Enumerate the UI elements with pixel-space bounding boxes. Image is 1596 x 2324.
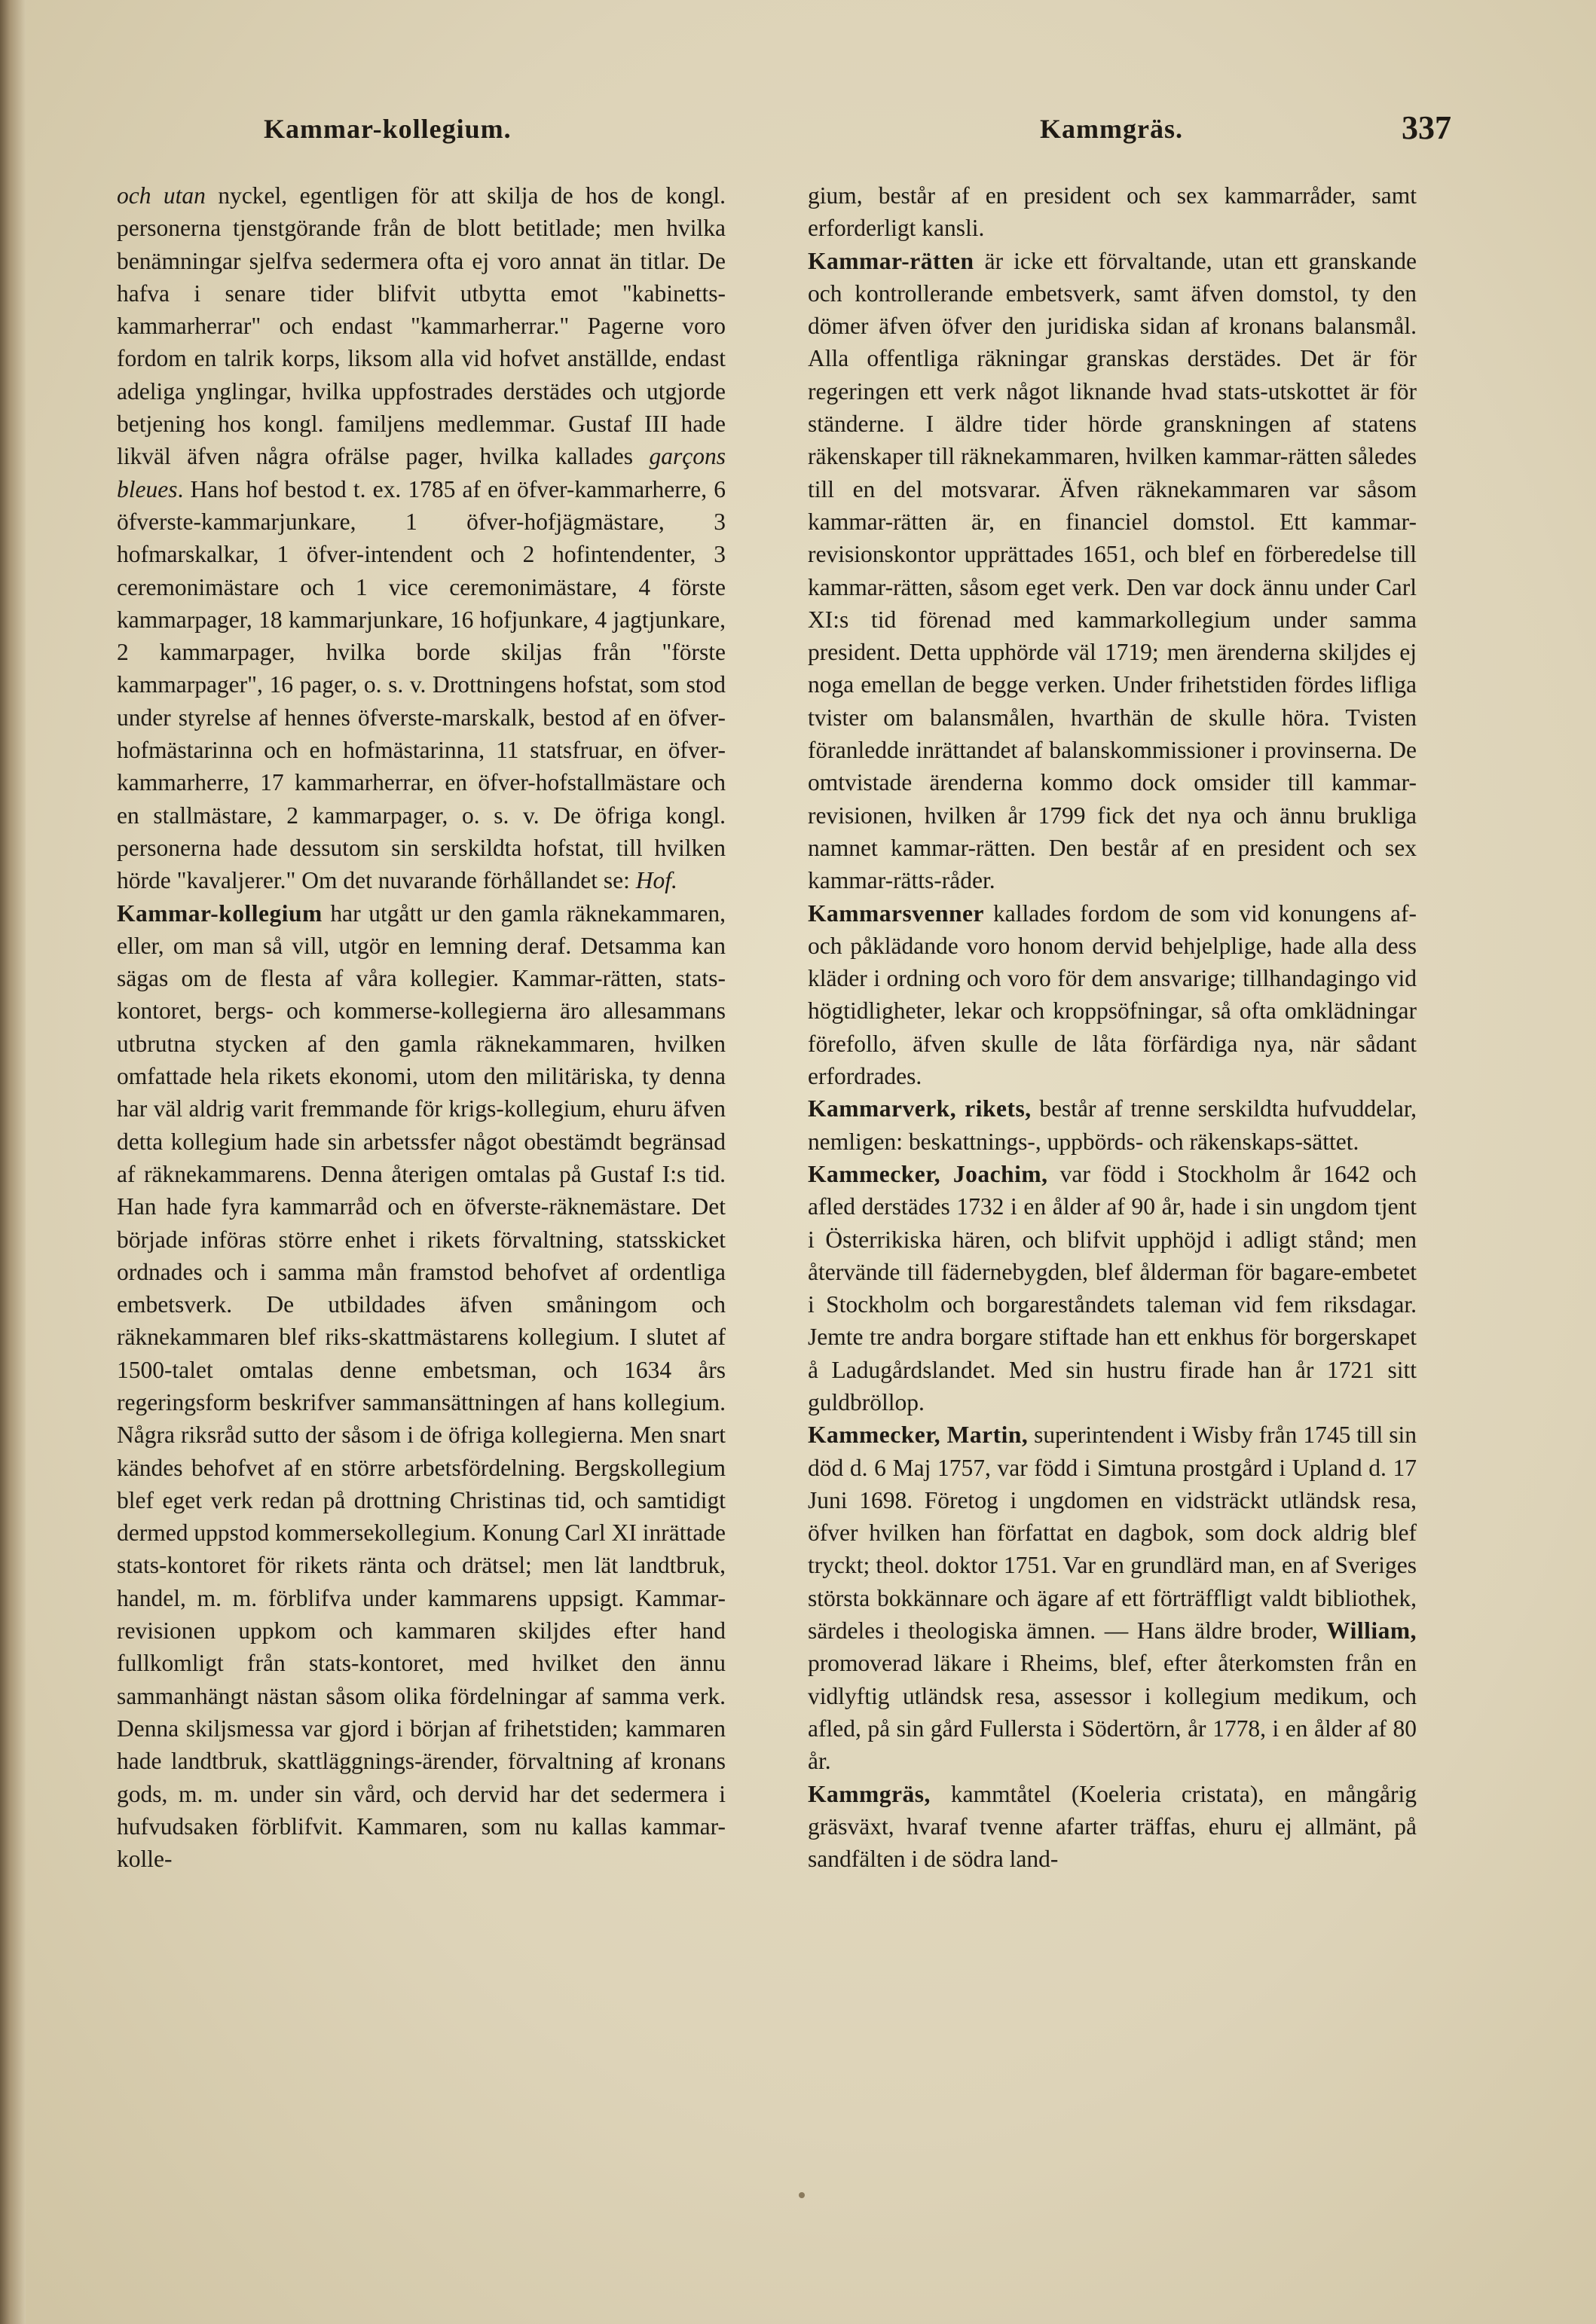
entry-headword: Kammarsvenner [808,899,984,927]
entry-headword: Kammarverk, rikets, [808,1095,1032,1122]
entry-text: kallades fordom de som vid konungens af- och påklädande voro honom dervid behjelplige, hade alla dess kläder i ordning och voro för dem ansvarige; tillhandagingo vid högtidligheter, lekar och kroppsöfningar, så ofta omklädningar förefollo, äfven skulle de låta förfärdiga nya, när sådant erfordrades. [808,899,1417,1090]
page-number: 337 [1402,109,1451,146]
entry-kammarsvenner [808,897,1417,1093]
header-left-catchword: Kammar-kollegium. [264,114,512,144]
entry-kammecker-joachim [808,1158,1417,1419]
entry-kammarherrar-continued [117,179,726,897]
cross-reference: Hof. [635,867,677,894]
entry-text: var född i Stockholm år 1642 och afled derstädes 1732 i en ålder af 90 år, hade i sin ungdom tjent i Österrikiska hären, och blifvit upphöjd i adligt stånd; men återvände till fädernebygden, blef ålderman för bagare-embetet i Stockholm och borgareståndets taleman vid fem riksdagar. Jemte tre andra borgare stiftade han ett enkhus för borgerskapet å Ladugårdslandet. Med sin hustru firade han år 1721 sitt guldbröllop. [808,1160,1417,1415]
left-column [117,179,726,1875]
entry-kammecker-martin [808,1419,1417,1777]
entry-text: kammtåtel (Koeleria cristata), en mångårig gräsväxt, hvaraf tvenne afarter träffas, ehuru ej allmänt, på sandfälten i de södra land- [808,1780,1417,1873]
entry-text: superintendent i Wisby från 1745 till sin död d. 6 Maj 1757, var född i Simtuna prostgård i Upland d. 17 Juni 1698. Företog i ungdomen en vidsträckt utländsk resa, öfver hvilken han författat en dagbok, som dock aldrig blef tryckt; theol. doktor 1751. Var en grundlärd man, en af Sveriges största bokkännare och ägare af ett förträffligt valdt bibliothek, särdeles i theologiska ämnen. — Hans äldre broder, [808,1422,1417,1645]
entry-headword: Kammar-kollegium [117,899,323,927]
italic-text: garçons bleues [117,443,726,502]
entry-kammar-ratten [808,245,1417,897]
header-right-catchword: Kammgräs. [1040,114,1183,144]
entry-text: är icke ett förvaltande, utan ett granskande och kontrollerande embetsverk, samt äfven domstol, ty den dömer äfven öfver den juridiska sidan af kronans balansmål. Alla offentliga räkningar granskas derstädes. Det är för regeringen ett verk något liknande hvad stats-utskottet är för ständerne. I äldre tider hörde granskningen af statens räkenskaper till räknekammaren, hvilken kammar-rätten således till en del motsvarar. Äfven räknekammaren var såsom kammar-rätten är, en financiel domstol. Ett kammar-revisionskontor upprättades 1651, och blef en förberedelse till kammar-rätten, såsom eget verk. Den var dock ännu under Carl XI:s tid förenad med kammarkollegium under samma president. Detta upphörde väl 1719; men ärenderna skiljdes ej noga emellan de begge verken. Under frihetstiden fördes lifliga tvister om balansmålen, hvarthän de skulle höra. Tvisten föranledde inrättandet af balanskommissioner i provinserna. De omtvistade ärenderna kommo dock omsider till kammar-revisionen, hvilken år 1799 fick det nya och ännu brukliga namnet kammar-rätten. Den består af en president och sex kammar-rätts-råder. [808,247,1417,894]
entry-text: har utgått ur den gamla räknekammaren, eller, om man så vill, utgör en lemning deraf. Detsamma kan sägas om de flesta af våra kollegier. Kammar-rätten, stats-kontoret, bergs- och kommerse-kollegierna äro allesammans utbrutna stycken af den gamla räknekammaren, hvilken omfattade hela rikets ekonomi, utom den militäriska, ty denna har väl aldrig varit fremmande för krigs-kollegium, ehuru äfven detta kollegium hade sin arbetssfer något obestämdt begränsad af räknekammarens. Denna återigen omtalas på Gustaf I:s tid. Han hade fyra kammarråd och en öfverste-räknemästare. Det började införas större enhet i rikets förvaltning, statsskicket ordnades och i samma mån framstod behofvet af ordentliga embetsverk. De utbildades äfven småningom och räknekammaren blef riks-skattmästarens kollegium. I slutet af 1500-talet omtalas denne embetsman, och 1634 års regeringsform beskrifver sammansättningen af hans kollegium. Några riksråd sutto der såsom i de öfriga kollegierna. Men snart kändes behofvet af en större arbetsfördelning. Bergskollegium blef eget verk redan på drottning Christinas tid, och samtidigt dermed uppstod kommersekollegium. Konung Carl XI inrättade stats-kontoret för rikets ränta och drätsel; men lät landtbruk, handel, m. m. förblifva under kammarens uppsigt. Kammar-revisionen uppkom och kammaren skiljdes efter hand fullkomligt från stats-kontoret, med hvilket den ännu sammanhängt nästan såsom olika fördelningar af samma verk. Denna skiljsmessa var gjord i början af frihetstiden; kammaren hade landtbruk, skattläggnings-ärender, förvaltning af kronans gods, m. m. under sin vård, och dervid har det sedermera i hufvudsaken förblifvit. Kammaren, som nu kallas kammar-kolle- [117,899,726,1873]
page-binding-edge [0,0,26,2324]
italic-text: och utan [117,182,206,209]
running-header [113,109,1454,158]
right-column [808,179,1417,1875]
entry-text: promoverad läkare i Rheims, blef, efter återkomsten från en vidlyftig utländsk resa, assessor i kollegium medikum, och afled, på sin gård Fullersta i Södertörn, år 1778, i en ålder af 80 år. [808,1650,1417,1775]
body-text: nyckel, egentligen för att skilja de hos de kongl. personerna tjenstgörande från de blott betitlade; men hvilka benämningar sjelfva sedermera ofta ej voro annat än titlar. De hafva i senare tider blifvit utbytta emot "kabinetts-kammarherrar" och endast "kammarherrar." Pagerne voro fordom en talrik korps, liksom alla vid hofvet anställde, endast adeliga ynglingar, hvilka uppfostrades derstädes och utgjorde betjening hos kongl. familjens medlemmar. Gustaf III hade likväl äfven några ofrälse pager, hvilka kallades [117,182,726,470]
entry-continuation: gium, består af en president och sex kammarråder, samt erforderligt kansli. [808,182,1417,242]
entry-headword: Kammecker, Joachim, [808,1160,1048,1187]
ink-spot [799,2192,805,2198]
entry-kammarverk [808,1092,1417,1158]
entry-headword: Kammecker, Martin, [808,1422,1029,1449]
body-text: . Hans hof bestod t. ex. 1785 af en öfver-kammarherre, 6 öfverste-kammarjunkare, 1 öfver-hofjägmästare, 3 hofmarskalkar, 1 öfver-intendent och 2 hofintendenter, 3 ceremonimästare och 1 vice ceremonimästare, 4 förste kammarpager, 18 kammarjunkare, 16 hofjunkare, 4 jagtjunkare, 2 kammarpager, hvilka borde skiljas från "förste kammarpager", 16 pager, o. s. v. Drottningens hofstat, som stod under styrelse af hennes öfverste-marskalk, bestod af en öfver-hofmästarinna och en hofmästarinna, 11 statsfruar, en öfver-kammarherre, 17 kammarherrar, en öfver-hofstallmästare och en stallmästare, 2 kammarpager, o. s. v. De öfriga kongl. personerna hade dessutom sin serskildta hofstat, till hvilken hörde "kavaljerer." Om det nuvarande förhållandet se: [117,475,726,894]
entry-kammgras [808,1778,1417,1876]
entry-text: består af trenne serskildta hufvuddelar, nemligen: beskattnings-, uppbörds- och räkenskaps-sättet. [808,1095,1417,1155]
entry-headword: Kammgräs, [808,1780,931,1807]
entry-subheadword: William, [1326,1617,1417,1645]
entry-kammar-kollegium [117,897,726,1876]
entry-headword: Kammar-rätten [808,247,974,274]
